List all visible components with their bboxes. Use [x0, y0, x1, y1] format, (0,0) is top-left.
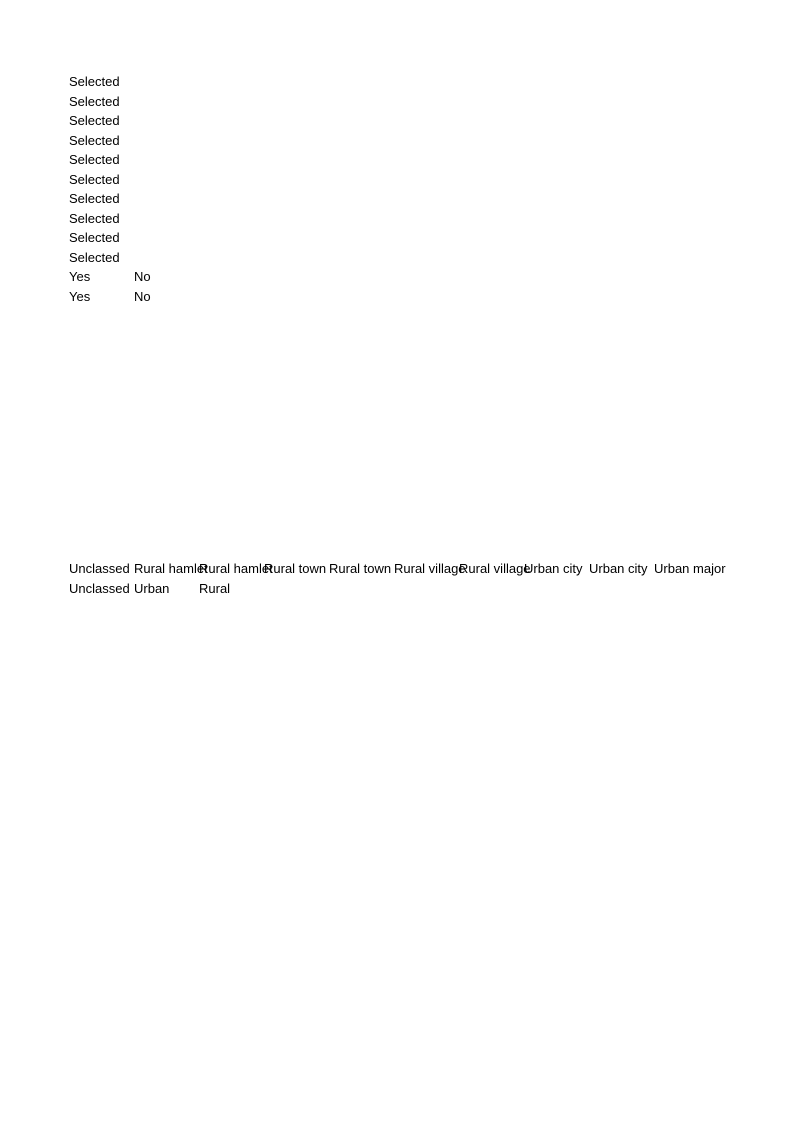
summary-cell: Rural	[199, 580, 231, 596]
classification-cell: Urban city	[589, 561, 648, 576]
selected-cell: Selected	[69, 93, 120, 109]
classification-cell: Urban city	[524, 561, 583, 576]
classification-cell: Unclassed	[69, 561, 130, 576]
no-cell: No	[134, 288, 151, 304]
selected-cell: Selected	[69, 152, 120, 167]
selected-cell: Selected	[69, 171, 120, 187]
yes-cell: Yes	[69, 269, 91, 284]
selected-cell: Selected	[69, 210, 120, 226]
classification-cell: Rural village	[394, 561, 466, 576]
summary-cell: Unclassed	[69, 580, 130, 596]
classification-cell: Rural town	[264, 561, 327, 576]
selected-cell: Selected	[69, 191, 120, 206]
classification-cell: Rural hamlet	[199, 561, 273, 576]
classification-cell: Rural hamlet	[134, 561, 208, 576]
selected-cell: Selected	[69, 74, 120, 89]
selected-cell: Selected	[69, 132, 120, 148]
yes-cell: Yes	[69, 288, 91, 304]
classification-cell: Rural village	[459, 561, 531, 576]
no-cell: No	[134, 269, 151, 284]
selected-cell: Selected	[69, 230, 120, 245]
selected-cell: Selected	[69, 249, 120, 265]
classification-cell: Urban major	[654, 561, 726, 576]
classification-cell: Rural town	[329, 561, 392, 576]
summary-cell: Urban	[134, 580, 170, 596]
selected-cell: Selected	[69, 113, 120, 128]
